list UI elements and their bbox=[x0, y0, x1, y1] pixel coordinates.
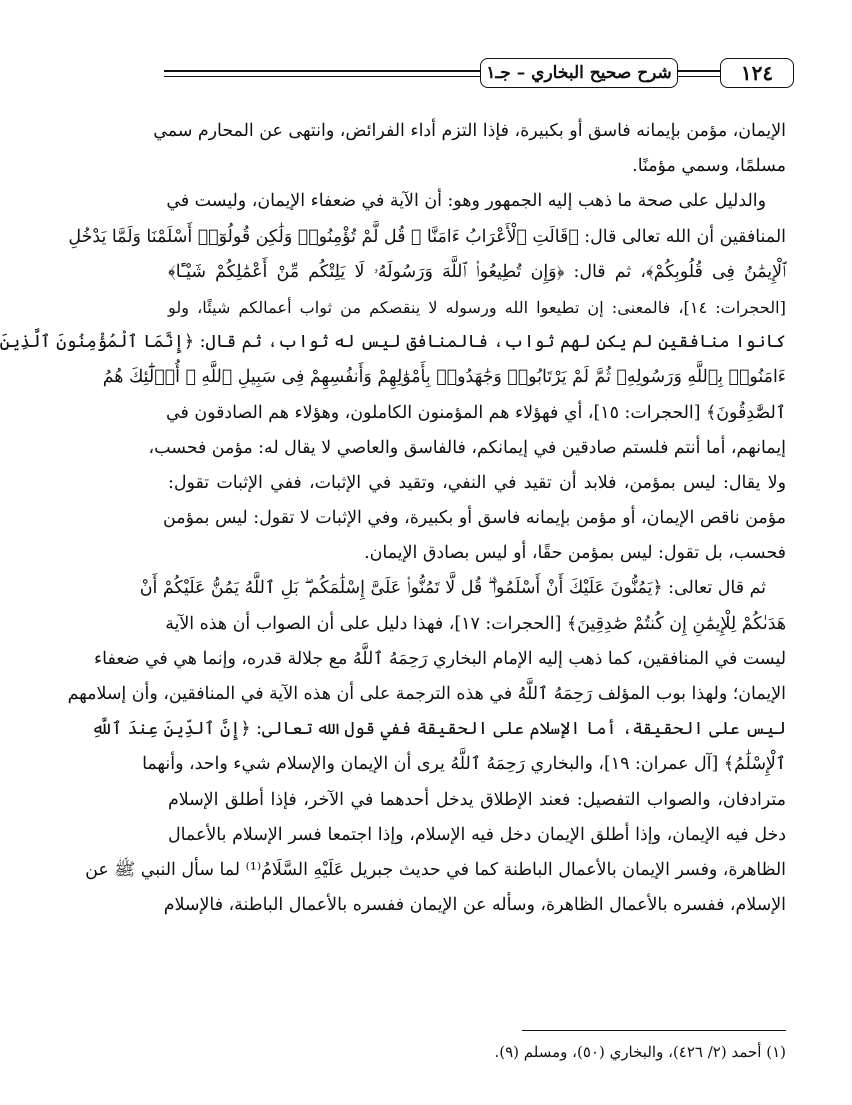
text-line: ٱلْإِسْلَٰمُ﴾ [آل عمران: ١٩]، والبخاري رَحِمَهُ ٱللَّهُ يرى أن الإيمان والإسلام شيء واحد، وأنهما bbox=[142, 754, 786, 775]
text-line: [الحجرات: ١٤]، فالمعنى: إن تطيعوا الله ورسوله لا ينقصكم من ثواب أعمالكم شيئًا، ولو bbox=[168, 297, 786, 317]
text-line: الإيمان، مؤمن بإيمانه فاسق أو بكبيرة، فإذا التزم أداء الفرائض، وانتهى عن المحارم سمي bbox=[153, 121, 786, 141]
text-line: فحسب، بل تقول: ليس بمؤمن حقًا، أو ليس بصادق الإيمان. bbox=[364, 543, 786, 564]
text-line: ءَامَنُوا۟ بِٱللَّهِ وَرَسُولِهِۦ ثُمَّ لَمْ يَرْتَابُوا۟ وَجَٰهَدُوا۟ بِأَمْوَٰلِهِمْ وَأَنفُسِهِمْ فِى سَبِيلِ ٱللَّهِ ۚ أُو۟لَٰٓئِكَ هُمُ bbox=[102, 367, 786, 388]
text-line: الإيمان؛ ولهذا بوب المؤلف رَحِمَهُ ٱللَّهُ في هذه الترجمة على أن هذه الآية في المنافقين، وأن إسلامهم bbox=[67, 684, 786, 704]
text-line: كانوا منافقين لم يكن لهم ثواب، فالمنافق ليس له ثواب، ثم قال: ﴿إِنَّمَا ٱلْمُؤْمِنُونَ ٱلَّذِينَ bbox=[0, 332, 786, 353]
text-line: ولا يقال: ليس بمؤمن، فلابد أن تقيد في النفي، وتقيد في الإثبات، ففي الإثبات تقول: bbox=[168, 472, 786, 493]
text-line: ليس على الحقيقة، أما الإسلام على الحقيقة ففي قول الله تعالى: ﴿إِنَّ ٱلدِّينَ عِندَ ٱللَّهِ bbox=[91, 719, 786, 740]
footnote: (١) أحمد (٢/ ٤٢٦)، والبخاري (٥٠)، ومسلم (٩). bbox=[494, 1043, 786, 1061]
text-line: مسلمًا، وسمي مؤمنًا. bbox=[632, 156, 786, 177]
text-line: دخل فيه الإيمان، وإذا أطلق الإيمان دخل فيه الإسلام، وإذا اجتمعا فسر الإسلام بالأعمال bbox=[168, 824, 786, 845]
text-line: ليست في المنافقين، كما ذهب إليه الإمام البخاري رَحِمَهُ ٱللَّهُ مع جلالة قدره، وإنما هي في ضعفاء bbox=[93, 648, 786, 669]
text-line: مترادفان، والصواب التفصيل: فعند الإطلاق يدخل أحدهما في الآخر، فإذا أطلق الإسلام bbox=[168, 789, 786, 810]
page-number: ١٢٤ bbox=[720, 58, 794, 88]
footnote-separator bbox=[522, 1030, 786, 1031]
text-line: المنافقين أن الله تعالى قال: ﴿قَالَتِ ٱلْأَعْرَابُ ءَامَنَّا ۖ قُل لَّمْ تُؤْمِنُوا۟ وَلَٰكِن قُولُوٓا۟ أَسْلَمْنَا وَلَمَّا يَدْخُلِ bbox=[68, 226, 786, 247]
text-line: مؤمن ناقص الإيمان، أو مؤمن بإيمانه فاسق أو بكبيرة، وفي الإثبات لا تقول: ليس بمؤمن bbox=[163, 508, 786, 529]
page-header bbox=[164, 52, 794, 96]
text-line: الإسلام، ففسره بالأعمال الظاهرة، وسأله عن الإيمان ففسره بالأعمال الباطنة، فالإسلام bbox=[163, 895, 786, 916]
header-rule bbox=[164, 70, 794, 72]
text-line: إيمانهم، أما أنتم فلستم صادقين في إيمانكم، فالفاسق والعاصي لا يقال له: مؤمن فحسب، bbox=[148, 437, 786, 458]
text-line: والدليل على صحة ما ذهب إليه الجمهور وهو: أن الآية في ضعفاء الإيمان، وليست في bbox=[166, 191, 766, 212]
running-title: شرح صحيح البخاري – جـ١ bbox=[480, 58, 678, 88]
text-line: ثم قال تعالى: ﴿يَمُنُّونَ عَلَيْكَ أَنْ أَسْلَمُوا۟ ۖ قُل لَّا تَمُنُّوا۟ عَلَىَّ إِسْلَٰمَكُم ۖ بَلِ ٱللَّهُ يَمُنُّ عَلَيْكُمْ أَنْ bbox=[139, 578, 766, 599]
text-line: ٱلْإِيمَٰنُ فِى قُلُوبِكُمْ﴾، ثم قال: ﴿وَإِن تُطِيعُوا۟ ٱللَّهَ وَرَسُولَهُۥ لَا يَلِتْكُم مِّنْ أَعْمَٰلِكُمْ شَيْـًٔا﴾ bbox=[168, 261, 786, 282]
text-line: الظاهرة، وفسر الإيمان بالأعمال الباطنة كما في حديث جبريل عَلَيْهِ السَّلَامُ⁽¹⁾ لما سأل النبي ﷺ عن bbox=[85, 859, 786, 880]
body-text bbox=[0, 114, 786, 923]
header-rule-thin bbox=[164, 76, 794, 77]
text-line: ٱلصَّٰدِقُونَ﴾ [الحجرات: ١٥]، أي فهؤلاء هم المؤمنون الكاملون، وهؤلاء هم الصادقون في bbox=[166, 402, 786, 423]
text-line: هَدَىٰكُمْ لِلْإِيمَٰنِ إِن كُنتُمْ صَٰدِقِينَ﴾ [الحجرات: ١٧]، فهذا دليل على أن الصواب أن هذه الآية bbox=[165, 613, 786, 634]
